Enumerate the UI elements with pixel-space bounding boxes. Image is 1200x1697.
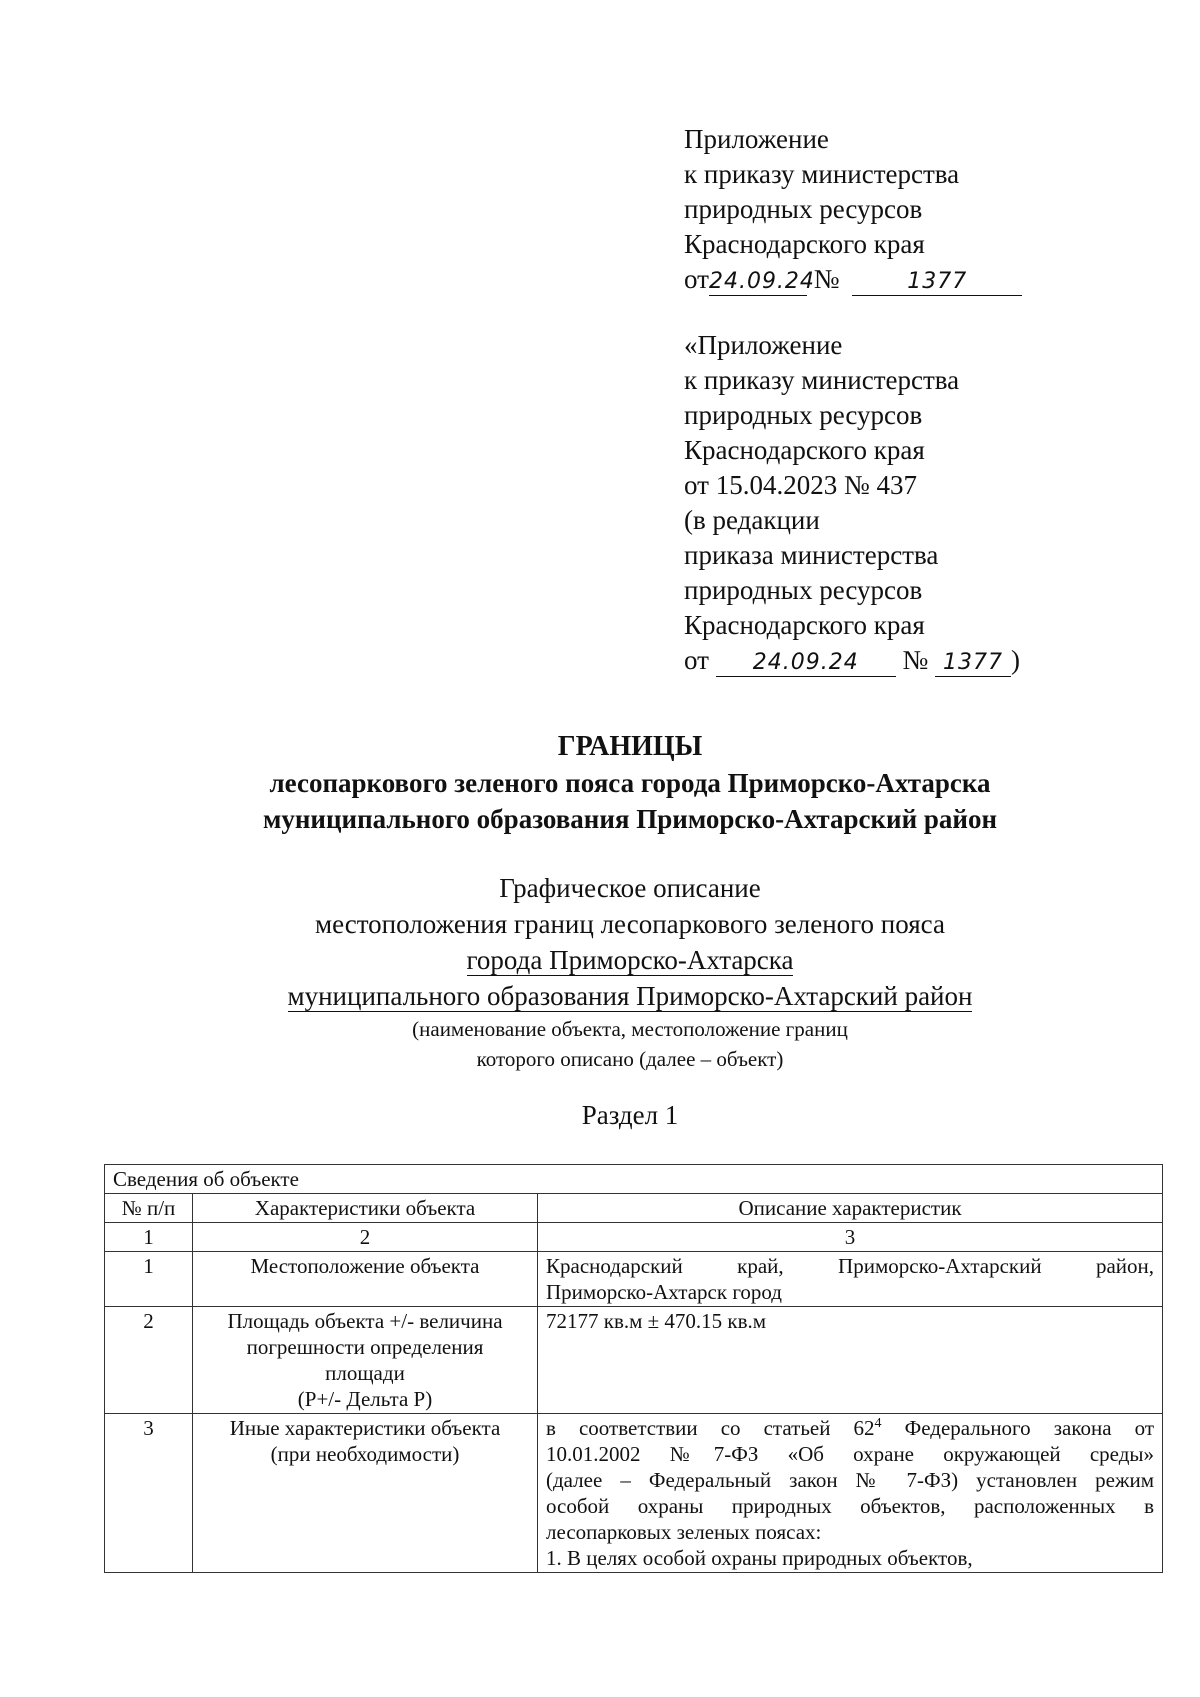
row-description	[538, 1252, 1163, 1307]
appendix-line: Краснодарского края	[684, 610, 925, 640]
header-cell: № п/п	[105, 1194, 193, 1223]
description-underlined-line	[0, 978, 1200, 1014]
row-characteristic	[193, 1307, 538, 1414]
characteristic-text: площади	[325, 1361, 405, 1385]
appendix-line: Краснодарского края	[684, 229, 925, 259]
appendix-header	[684, 122, 1022, 297]
column-number: 2	[193, 1223, 538, 1252]
description-line: Графическое описание	[499, 873, 761, 903]
column-number: 3	[538, 1223, 1163, 1252]
row-description: 72177 кв.м ± 470.15 кв.м	[538, 1307, 1163, 1414]
table-header-row	[105, 1194, 1163, 1223]
row-characteristic	[193, 1414, 538, 1573]
title-line: муниципального образования Приморско-Ахтарский район	[262, 804, 998, 834]
description-fragment: Федерального закона от	[881, 1416, 1155, 1440]
appendix-line: природных ресурсов	[684, 194, 923, 224]
object-name-underlined: города Приморско-Ахтарска	[466, 945, 794, 975]
appendix-line: (в редакции	[684, 505, 820, 535]
appendix-line: природных ресурсов	[684, 575, 923, 605]
appendix-line: приказа министерства	[684, 540, 939, 570]
table-caption: Сведения об объекте	[105, 1165, 1163, 1194]
header-cell: Характеристики объекта	[193, 1194, 538, 1223]
appendix-date-line	[684, 643, 1020, 678]
description-text: особой охраны природных объектов, расположенных в	[546, 1494, 1155, 1518]
description-text: Приморско-Ахтарск город	[546, 1280, 782, 1304]
row-number: 2	[105, 1307, 193, 1414]
closing-paren: )	[1010, 645, 1020, 675]
appendix-amendment	[684, 328, 1020, 678]
row-description	[538, 1414, 1163, 1573]
column-number: 1	[105, 1223, 193, 1252]
appendix-line: «Приложение	[684, 330, 843, 360]
characteristic-text: Площадь объекта +/- величина	[227, 1309, 503, 1333]
description-fragment: в соответствии со статьей 62	[546, 1416, 875, 1440]
date-prefix: от	[684, 645, 709, 675]
header-cell: Описание характеристик	[538, 1194, 1163, 1223]
appendix-line: Краснодарского края	[684, 435, 925, 465]
table-row	[105, 1252, 1163, 1307]
section-heading: Раздел 1	[581, 1100, 679, 1130]
description-note: которого описано (далее – объект)	[476, 1047, 784, 1071]
characteristic-text: погрешности определения	[246, 1335, 484, 1359]
handwritten-number: 1377	[852, 269, 1022, 296]
title-main: ГРАНИЦЫ	[557, 731, 703, 762]
appendix-line: природных ресурсов	[684, 400, 923, 430]
appendix-line: Приложение	[684, 124, 829, 154]
characteristic-text: (Р+/- Дельта Р)	[297, 1387, 433, 1411]
appendix-line: от 15.04.2023 № 437	[684, 470, 917, 500]
appendix-line: к приказу министерства	[684, 365, 960, 395]
description-text: лесопарковых зеленых поясах:	[546, 1520, 822, 1544]
row-number: 3	[105, 1414, 193, 1573]
row-characteristic: Местоположение объекта	[193, 1252, 538, 1307]
title-line: лесопаркового зеленого пояса города Приморско-Ахтарска	[269, 768, 991, 798]
characteristic-text: (при необходимости)	[270, 1442, 460, 1466]
handwritten-date: 24.09.24	[708, 269, 815, 294]
graphic-description	[0, 870, 1200, 1074]
description-note: (наименование объекта, местоположение границ	[412, 1017, 848, 1041]
table-row	[105, 1414, 1163, 1573]
article-superscript: 4	[874, 1416, 882, 1431]
table-row	[105, 1307, 1163, 1414]
date-prefix: от	[684, 264, 709, 294]
number-sign: №	[813, 264, 840, 294]
description-line: местоположения границ лесопаркового зеленого пояса	[315, 909, 945, 939]
row-number: 1	[105, 1252, 193, 1307]
table-number-row	[105, 1223, 1163, 1252]
handwritten-number: 1377	[935, 650, 1011, 677]
description-text: Краснодарский край, Приморско-Ахтарский район,	[546, 1254, 1155, 1278]
object-info-table	[104, 1164, 1163, 1573]
handwritten-date: 24.09.24	[716, 650, 896, 677]
table-caption-row	[105, 1165, 1163, 1194]
characteristic-text: Иные характеристики объекта	[229, 1416, 501, 1440]
description-text: 1. В целях особой охраны природных объектов,	[546, 1546, 973, 1570]
description-text: (далее – Федеральный закон № 7-ФЗ) установлен режим	[546, 1468, 1155, 1492]
document-title	[0, 729, 1200, 837]
appendix-date-line	[684, 262, 1022, 297]
description-text: 10.01.2002 №7-ФЗ «Об охране окружающей среды»	[546, 1442, 1155, 1466]
object-name-underlined: муниципального образования Приморско-Ахтарский район	[287, 981, 973, 1011]
description-underlined-line	[0, 942, 1200, 978]
number-sign: №	[902, 645, 929, 675]
appendix-line: к приказу министерства	[684, 159, 960, 189]
description-text	[546, 1415, 1154, 1441]
